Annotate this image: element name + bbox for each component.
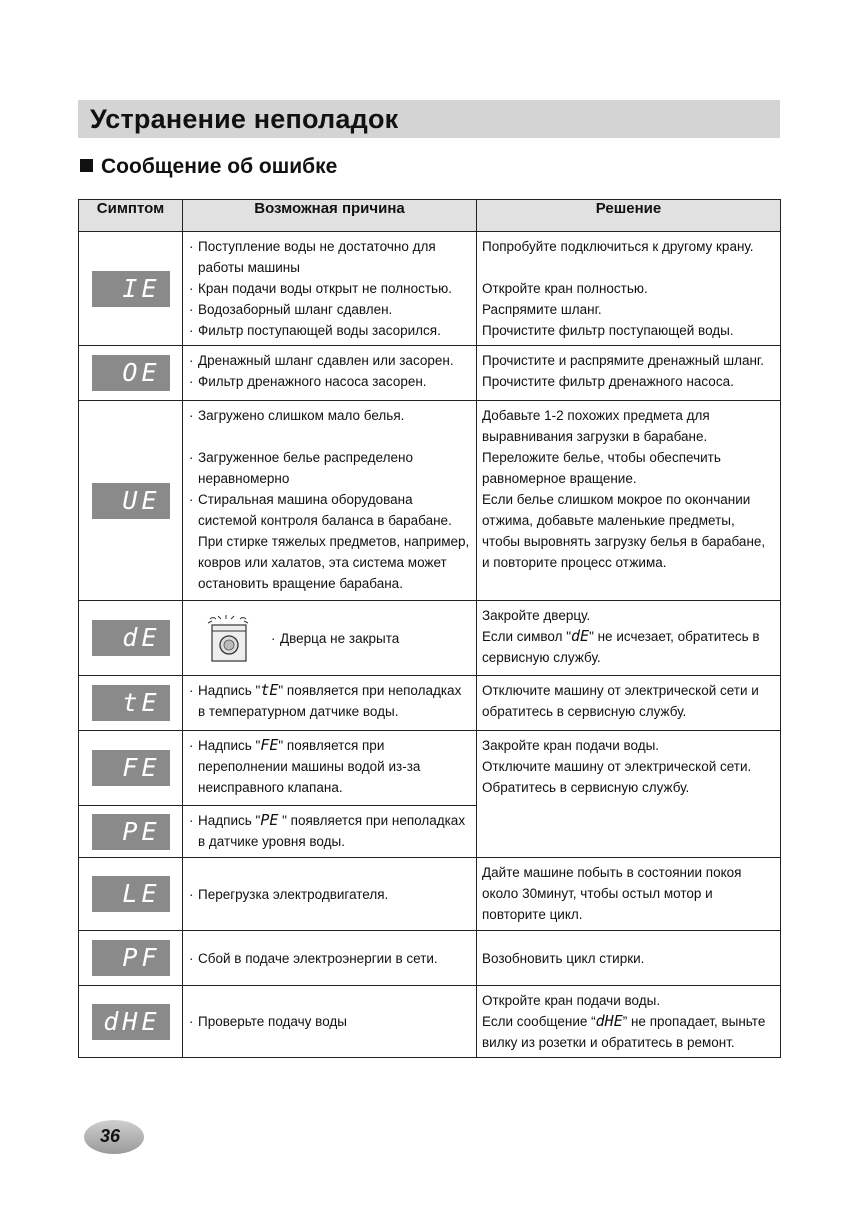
- cause-item: · Водозаборный шланг сдавлен.: [188, 299, 472, 320]
- header-symptom: Симптом: [79, 200, 183, 232]
- solution-item: Откройте кран полностью.: [482, 281, 648, 296]
- cause-item: · Загружено слишком мало белья.: [188, 405, 472, 426]
- cause-item: · Проверьте подачу воды: [188, 1011, 472, 1032]
- error-code-display: FE: [92, 750, 170, 786]
- inline-error-code: tE: [260, 681, 279, 699]
- cause-cell: [183, 986, 477, 1058]
- solution-cell: [477, 401, 781, 601]
- error-code-display: dHE: [92, 1004, 170, 1040]
- cause-item: · Поступление воды не достаточно для работы машины: [188, 236, 472, 278]
- inline-error-code: dHE: [595, 1012, 623, 1030]
- error-table: [78, 199, 781, 1058]
- symptom-cell: [79, 806, 183, 858]
- solution-item: Отключите машину от электрической сети и обратитесь в сервисную службу.: [482, 683, 759, 719]
- page-number-badge: [84, 1120, 144, 1154]
- section-heading: [80, 155, 337, 179]
- inline-error-code: dE: [571, 627, 590, 645]
- symptom-cell: [79, 858, 183, 931]
- table-row: [79, 676, 781, 731]
- cause-item: · Фильтр дренажного насоса засорен.: [188, 371, 472, 392]
- cause-cell: [183, 858, 477, 931]
- solution-item: Если символ "dE" не исчезает, обратитесь в сервисную службу.: [482, 627, 760, 665]
- table-row: [79, 346, 781, 401]
- solution-item: Закройте дверцу.: [482, 608, 591, 623]
- inline-error-code: FE: [260, 736, 279, 754]
- solution-item: Дайте машине побыть в состоянии покоя около 30минут, чтобы остыл мотор и повторите цикл.: [482, 865, 742, 922]
- symptom-cell: [79, 346, 183, 401]
- cause-item: · Перегрузка электродвигателя.: [188, 884, 472, 905]
- washing-machine-door-icon: [196, 613, 260, 663]
- error-code-display: PE: [92, 814, 170, 850]
- solution-cell: [477, 601, 781, 676]
- solution-item: Возобновить цикл стирки.: [482, 950, 645, 966]
- cause-cell: [183, 346, 477, 401]
- cause-cell: [183, 931, 477, 986]
- symptom-cell: [79, 986, 183, 1058]
- cause-item: · Кран подачи воды открыт не полностью.: [188, 278, 472, 299]
- symptom-cell: [79, 601, 183, 676]
- cause-item: · Стиральная машина оборудована системой контроля баланса в барабане. При стирке тяжелых предметов, например, ковров или халатов, эта система может остановить вращение барабана.: [188, 489, 472, 594]
- error-code-display: IE: [92, 271, 170, 307]
- symptom-cell: [79, 731, 183, 806]
- cause-item: · Дренажный шланг сдавлен или засорен.: [188, 350, 472, 371]
- error-code-display: OE: [92, 355, 170, 391]
- solution-item: Отключите машину от электрической сети.: [482, 759, 752, 774]
- error-code-display: UE: [92, 483, 170, 519]
- error-code-display: tE: [92, 685, 170, 721]
- table-header-row: [79, 200, 781, 232]
- solution-cell: [477, 731, 781, 858]
- solution-item: Обратитесь в сервисную службу.: [482, 780, 690, 795]
- page-title: Устранение неполадок: [78, 100, 780, 138]
- table-row: [79, 858, 781, 931]
- error-code-display: LE: [92, 876, 170, 912]
- inline-error-code: PE: [260, 811, 279, 829]
- table-row: [79, 401, 781, 601]
- solution-cell: [477, 232, 781, 346]
- solution-cell: [477, 858, 781, 931]
- symptom-cell: [79, 401, 183, 601]
- cause-item: · Надпись "PE " появляется при неполадках в датчике уровня воды.: [188, 810, 472, 852]
- table-row: [79, 601, 781, 676]
- solution-cell: [477, 931, 781, 986]
- cause-item: · Фильтр поступающей воды засорился.: [188, 320, 472, 341]
- solution-item: Если белье слишком мокрое по окончании отжима, добавьте маленькие предметы, чтобы выровнять загрузку белья в барабане, и повторите процесс отжима.: [482, 492, 766, 570]
- cause-item: · Загруженное белье распределено неравномерно: [188, 447, 472, 489]
- symptom-cell: [79, 232, 183, 346]
- symptom-cell: [79, 931, 183, 986]
- cause-cell: [183, 401, 477, 601]
- header-cause: Возможная причина: [183, 200, 477, 232]
- solution-cell: [477, 986, 781, 1058]
- table-row: [79, 931, 781, 986]
- cause-item: · Дверца не закрыта: [270, 628, 399, 649]
- page-number: 36: [100, 1126, 121, 1146]
- solution-cell: [477, 676, 781, 731]
- cause-item: · Надпись "FE" появляется при переполнении машины водой из-за неисправного клапана.: [188, 735, 472, 798]
- section-title: Сообщение об ошибке: [101, 155, 338, 178]
- cause-item: · Надпись "tE" появляется при неполадках в температурном датчике воды.: [188, 680, 472, 722]
- solution-cell: [477, 346, 781, 401]
- table-row: [79, 731, 781, 806]
- solution-item: Если сообщение “dHE” не пропадает, выньте вилку из розетки и обратитесь в ремонт.: [482, 1012, 766, 1050]
- solution-item: Попробуйте подключиться к другому крану.: [482, 239, 754, 254]
- cause-cell: [183, 601, 477, 676]
- header-solution: Решение: [477, 200, 781, 232]
- solution-item: Переложите белье, чтобы обеспечить равномерное вращение.: [482, 450, 721, 486]
- table-row: [79, 986, 781, 1058]
- solution-item: Прочистите фильтр поступающей воды.: [482, 323, 734, 338]
- cause-item: · Сбой в подаче электроэнергии в сети.: [188, 948, 472, 969]
- solution-item: Добавьте 1-2 похожих предмета для выравнивания загрузки в барабане.: [482, 408, 710, 444]
- solution-item: Прочистите фильтр дренажного насоса.: [482, 374, 734, 389]
- error-code-display: dE: [92, 620, 170, 656]
- cause-cell: [183, 232, 477, 346]
- solution-item: Откройте кран подачи воды.: [482, 993, 661, 1008]
- cause-cell: [183, 731, 477, 806]
- solution-item: Распрямите шланг.: [482, 302, 602, 317]
- symptom-cell: [79, 676, 183, 731]
- solution-item: Прочистите и распрямите дренажный шланг.: [482, 353, 764, 368]
- square-bullet-icon: [80, 159, 93, 172]
- cause-cell: [183, 676, 477, 731]
- solution-item: Закройте кран подачи воды.: [482, 738, 660, 753]
- cause-cell: [183, 806, 477, 858]
- error-code-display: PF: [92, 940, 170, 976]
- table-row: [79, 232, 781, 346]
